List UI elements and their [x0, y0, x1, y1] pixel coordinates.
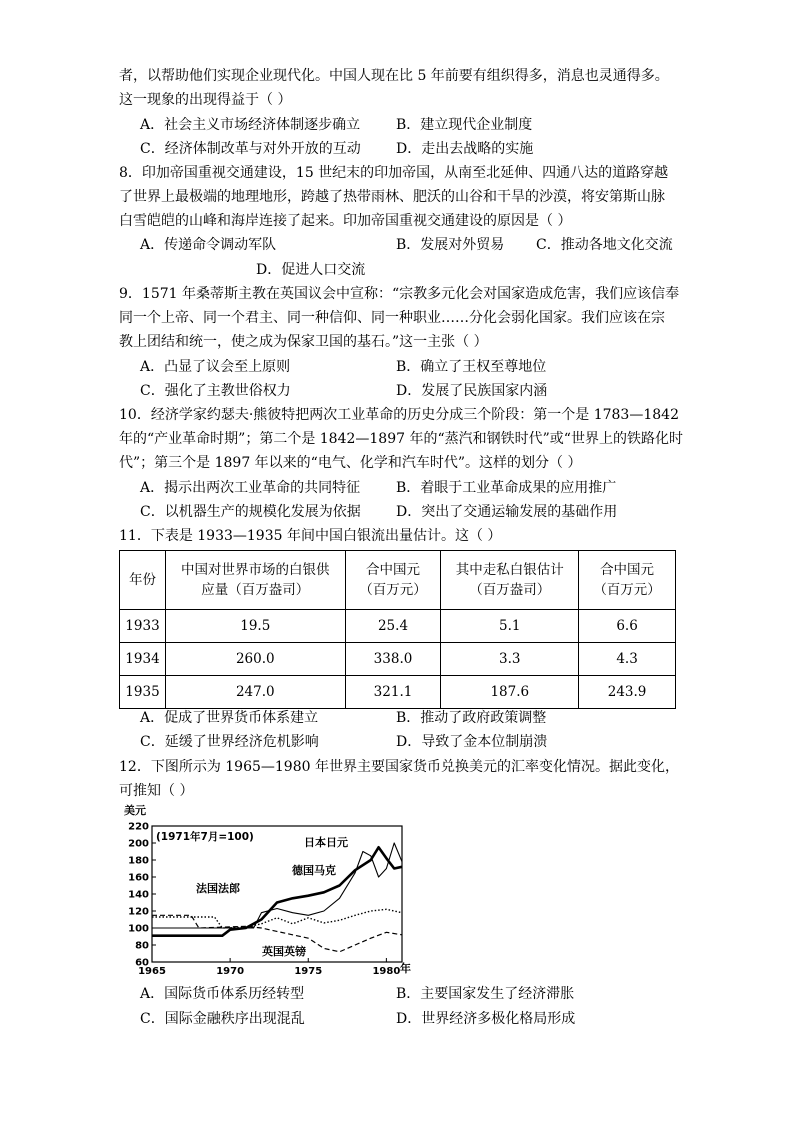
series-label-yen: 日本日元	[304, 836, 348, 849]
q7-option-c[interactable]: C．经济体制改革与对外开放的互动	[140, 141, 361, 157]
y-tick-label: 200	[128, 838, 149, 850]
silver-outflow-table	[119, 550, 676, 709]
table-cell: 4.3	[579, 643, 676, 676]
y-tick-label: 100	[128, 923, 149, 935]
table-header-cell: 其中走私白银估计 （百万盎司）	[441, 551, 579, 610]
y-tick-label: 160	[128, 872, 149, 884]
table-cell: 338.0	[345, 643, 441, 676]
q8-option-b[interactable]: B．发展对外贸易	[396, 237, 505, 253]
series-line-2	[152, 909, 402, 928]
table-row	[120, 676, 676, 709]
y-tick-label: 80	[135, 940, 149, 952]
q10-option-b[interactable]: B．着眼于工业革命成果的应用推广	[396, 480, 617, 496]
q9-stem-line-2: 同一个上帝、同一个君主、同一种信仰、同一种职业……分化会弱化国家。我们应该在宗	[119, 310, 665, 326]
q12-stem-line-1: 12．下图所示为 1965—1980 年世界主要国家货币兑换美元的汇率变化情况。据此变化，	[119, 759, 679, 775]
q7-option-b[interactable]: B．建立现代企业制度	[396, 117, 533, 133]
x-tick-label: 1965	[138, 966, 166, 977]
q12-option-c[interactable]: C．国际金融秩序出现混乱	[140, 1011, 305, 1027]
y-tick-label: 120	[128, 906, 149, 918]
x-tick-label: 1970	[216, 966, 245, 977]
q9-option-c[interactable]: C．强化了主教世俗权力	[140, 383, 291, 399]
q12-option-a[interactable]: A．国际货币体系历经转型	[140, 986, 305, 1002]
table-cell: 6.6	[579, 610, 676, 643]
q12-option-b[interactable]: B．主要国家发生了经济滞胀	[396, 986, 575, 1002]
q9-option-d[interactable]: D．发展了民族国家内涵	[396, 383, 548, 399]
q11-option-c[interactable]: C．延缓了世界经济危机影响	[140, 734, 319, 750]
q9-stem-line-1: 9．1571 年桑蒂斯主教在英国议会中宣称：“宗教多元化会对国家造成危害，我们应该信奉	[119, 286, 680, 302]
chart-xlabel: 年	[400, 962, 411, 975]
q7-stem-line-1: 者，以帮助他们实现企业现代化。中国人现在比 5 年前要有组织得多，消息也灵通得多。	[119, 68, 669, 84]
table-cell: 1933	[120, 610, 166, 643]
x-tick-label: 1975	[294, 966, 323, 977]
q8-option-d[interactable]: D．促进人口交流	[256, 262, 366, 278]
y-tick-label: 140	[128, 889, 149, 901]
q10-stem-line-2: 年的“产业革命时期”；第二个是 1842—1897 年的“蒸汽和钢铁时代”或“世界上的铁路化时	[119, 431, 683, 447]
q8-stem-line-3: 白雪皑皑的山峰和海岸连接了起来。印加帝国重视交通建设的原因是（ ）	[119, 213, 572, 229]
table-header-cell: 中国对世界市场的白银供 应量（百万盎司）	[165, 551, 345, 610]
table-cell: 25.4	[345, 610, 441, 643]
table-cell: 247.0	[165, 676, 345, 709]
q10-option-d[interactable]: D．突出了交通运输发展的基础作用	[396, 504, 618, 520]
series-label-mark: 德国马克	[292, 864, 336, 877]
q8-option-a[interactable]: A．传递命令调动军队	[140, 237, 277, 253]
table-cell: 19.5	[165, 610, 345, 643]
table-cell: 1934	[120, 643, 166, 676]
series-line-1	[152, 847, 402, 935]
x-tick-label: 1980	[372, 966, 401, 977]
table-cell: 187.6	[441, 676, 579, 709]
table-row	[120, 610, 676, 643]
series-label-pound: 英国英镑	[262, 945, 306, 958]
plot-frame	[152, 826, 402, 962]
table-cell: 3.3	[441, 643, 579, 676]
q11-stem-line-1: 11．下表是 1933—1935 年间中国白银流出量估计。这（ ）	[119, 528, 502, 544]
q11-option-a[interactable]: A．促成了世界货币体系建立	[140, 710, 319, 726]
q9-option-b[interactable]: B．确立了王权至尊地位	[396, 359, 547, 375]
q11-option-d[interactable]: D．导致了金本位制崩溃	[396, 734, 548, 750]
table-header-row	[120, 551, 676, 610]
q11-option-b[interactable]: B．推动了政府政策调整	[396, 710, 547, 726]
y-tick-label: 60	[135, 957, 149, 969]
y-tick-label: 220	[128, 821, 149, 833]
q10-stem-line-3: 代”；第三个是 1897 年以来的“电气、化学和汽车时代”。这样的划分（ ）	[119, 455, 582, 471]
q10-option-a[interactable]: A．揭示出两次工业革命的共同特征	[140, 480, 361, 496]
series-label-franc: 法国法郎	[196, 882, 240, 895]
q8-stem-line-1: 8．印加帝国重视交通建设，15 世纪末的印加帝国，从南至北延伸、四通八达的道路穿越	[119, 165, 669, 181]
table-header-cell: 合中国元 （百万元）	[345, 551, 441, 610]
q12-option-d[interactable]: D．世界经济多极化格局形成	[396, 1011, 576, 1027]
series-line-0	[152, 843, 402, 928]
y-tick-label: 180	[128, 855, 149, 867]
chart-series-group	[152, 843, 402, 952]
table-header-cell: 合中国元 （百万元）	[579, 551, 676, 610]
q8-stem-line-2: 了世界上最极端的地理地形，跨越了热带雨林、肥沃的山谷和干旱的沙漠，将安第斯山脉	[119, 189, 665, 205]
q7-stem-line-2: 这一现象的出现得益于（ ）	[119, 92, 292, 108]
table-cell: 321.1	[345, 676, 441, 709]
q9-stem-line-3: 教上团结和统一，使之成为保家卫国的基石。”这一主张（ ）	[119, 334, 488, 350]
chart-ylabel: 美元	[124, 804, 146, 817]
table-cell: 5.1	[441, 610, 579, 643]
table-cell: 1935	[120, 676, 166, 709]
q10-stem-line-1: 10．经济学家约瑟夫·熊彼特把两次工业革命的历史分成三个阶段：第一个是 1783—1842	[119, 407, 679, 423]
q8-option-c[interactable]: C．推动各地文化交流	[536, 237, 673, 253]
q12-stem-line-2: 可推知（ ）	[119, 783, 194, 799]
table-cell: 243.9	[579, 676, 676, 709]
chart-note: (1971年7月=100)	[156, 831, 254, 843]
q9-option-a[interactable]: A．凸显了议会至上原则	[140, 359, 291, 375]
q7-option-d[interactable]: D．走出去战略的实施	[396, 141, 534, 157]
q7-option-a[interactable]: A．社会主义市场经济体制逐步确立	[140, 117, 361, 133]
q10-option-c[interactable]: C．以机器生产的规模化发展为依据	[140, 504, 361, 520]
table-cell: 260.0	[165, 643, 345, 676]
table-row	[120, 643, 676, 676]
exchange-rate-chart	[116, 800, 416, 980]
table-header-cell: 年份	[120, 551, 166, 610]
